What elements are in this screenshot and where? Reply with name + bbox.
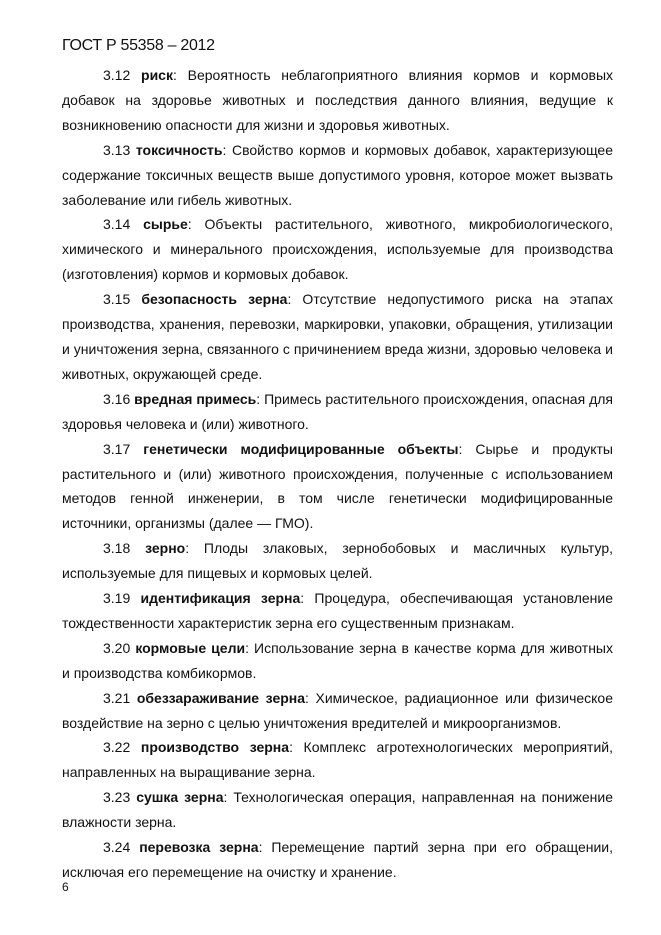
clause-number: 3.21 (103, 689, 131, 706)
defined-term: кормовые цели (135, 639, 246, 656)
clause-number: 3.12 (103, 67, 131, 83)
defined-term: идентификация зерна (140, 590, 301, 607)
definition-paragraph (62, 287, 613, 387)
defined-term: обеззараживание зерна (136, 689, 306, 706)
definition-paragraph (62, 735, 613, 785)
clause-number: 3.24 (103, 839, 131, 856)
definition-text: : Вероятность неблагоприятного влияния кормов и кормовых добавок на здоровье животных и последствия данного влияния, ведущие к возникновению опасности для жизни и здоровья животных. (62, 67, 614, 133)
definition-paragraph (62, 536, 613, 586)
definition-paragraph (62, 686, 613, 736)
definition-text: : Комплекс агротехнологических мероприятий, направленных на выращивание зерна. (62, 739, 614, 781)
defined-term: сушка зерна (136, 789, 224, 806)
definition-paragraph (62, 835, 613, 885)
clause-number: 3.20 (103, 639, 131, 656)
definition-text: : Химическое, радиационное или физическое воздействие на зерно с целью уничтожения вредителей и микроорганизмов. (62, 689, 613, 731)
definition-text: : Плоды злаковых, зернобобовых и масличных культур, используемые для пищевых и кормовых целей. (62, 540, 614, 582)
definition-text: : Использование зерна в качестве корма для животных и производства комбикормов. (62, 639, 613, 681)
clause-number: 3.19 (103, 590, 131, 607)
definition-text: : Процедура, обеспечивающая установление тождественности характеристик зерна его существенным признакам. (62, 590, 613, 631)
defined-term: зерно (145, 540, 186, 557)
document-header: ГОСТ Р 55358 – 2012 (62, 37, 215, 54)
definition-text: : Объекты растительного, животного, микробиологического, химического и минерального происхождения, используемые для производства (изготовления) кормов и кормовых добавок. (62, 216, 613, 283)
clause-number: 3.23 (103, 789, 131, 806)
definition-text: : Отсутствие недопустимого риска на этапах производства, хранения, перевозки, маркировки, упаковки, обращения, утилизации и уничтожения зерна, связанного с причинением вреда жизни, здоровью человека и животных, окружающей среде. (62, 291, 613, 382)
clause-number: 3.22 (103, 739, 131, 756)
page-number: 6 (62, 880, 69, 894)
clause-number: 3.16 (103, 390, 131, 407)
definition-paragraph (62, 636, 613, 686)
defined-term: производство зерна (140, 739, 290, 756)
definition-paragraph (62, 138, 613, 213)
defined-term: риск (141, 67, 173, 83)
clause-number: 3.18 (103, 540, 131, 557)
definition-text: : Технологическая операция, направленная на понижение влажности зерна. (62, 789, 613, 831)
definition-paragraph (62, 437, 613, 537)
definition-text: : Перемещение партий зерна при его обращении, исключая его перемещение на очистку и хранение. (62, 839, 614, 880)
defined-term: безопасность зерна (141, 291, 288, 308)
defined-term: генетически модифицированные объекты (143, 440, 459, 457)
definition-paragraph (62, 387, 613, 437)
clause-number: 3.14 (103, 216, 131, 233)
definition-text: : Свойство кормов и кормовых добавок, характеризующее содержание токсичных веществ выше допустимого уровня, которое может вызвать заболевание или гибель животных. (62, 141, 614, 208)
definition-paragraph (62, 785, 613, 835)
definition-text: : Сырье и продукты растительного и (или) животного происхождения, полученные с использованием методов генной инженерии, в том числе генетически модифицированные источники, организмы (далее — ГМО). (62, 440, 613, 532)
definition-paragraph (62, 63, 613, 138)
defined-term: токсичность (135, 141, 223, 158)
defined-term: сырье (143, 216, 188, 233)
definition-text: : Примесь растительного происхождения, опасная для здоровья человека и (или) животного. (62, 390, 614, 432)
clause-number: 3.17 (103, 440, 131, 457)
definitions-list (62, 63, 613, 885)
definition-paragraph (62, 586, 613, 636)
defined-term: вредная примесь (134, 390, 257, 407)
clause-number: 3.15 (103, 291, 131, 308)
clause-number: 3.13 (103, 141, 131, 158)
defined-term: перевозка зерна (139, 839, 259, 856)
definition-paragraph (62, 212, 613, 287)
